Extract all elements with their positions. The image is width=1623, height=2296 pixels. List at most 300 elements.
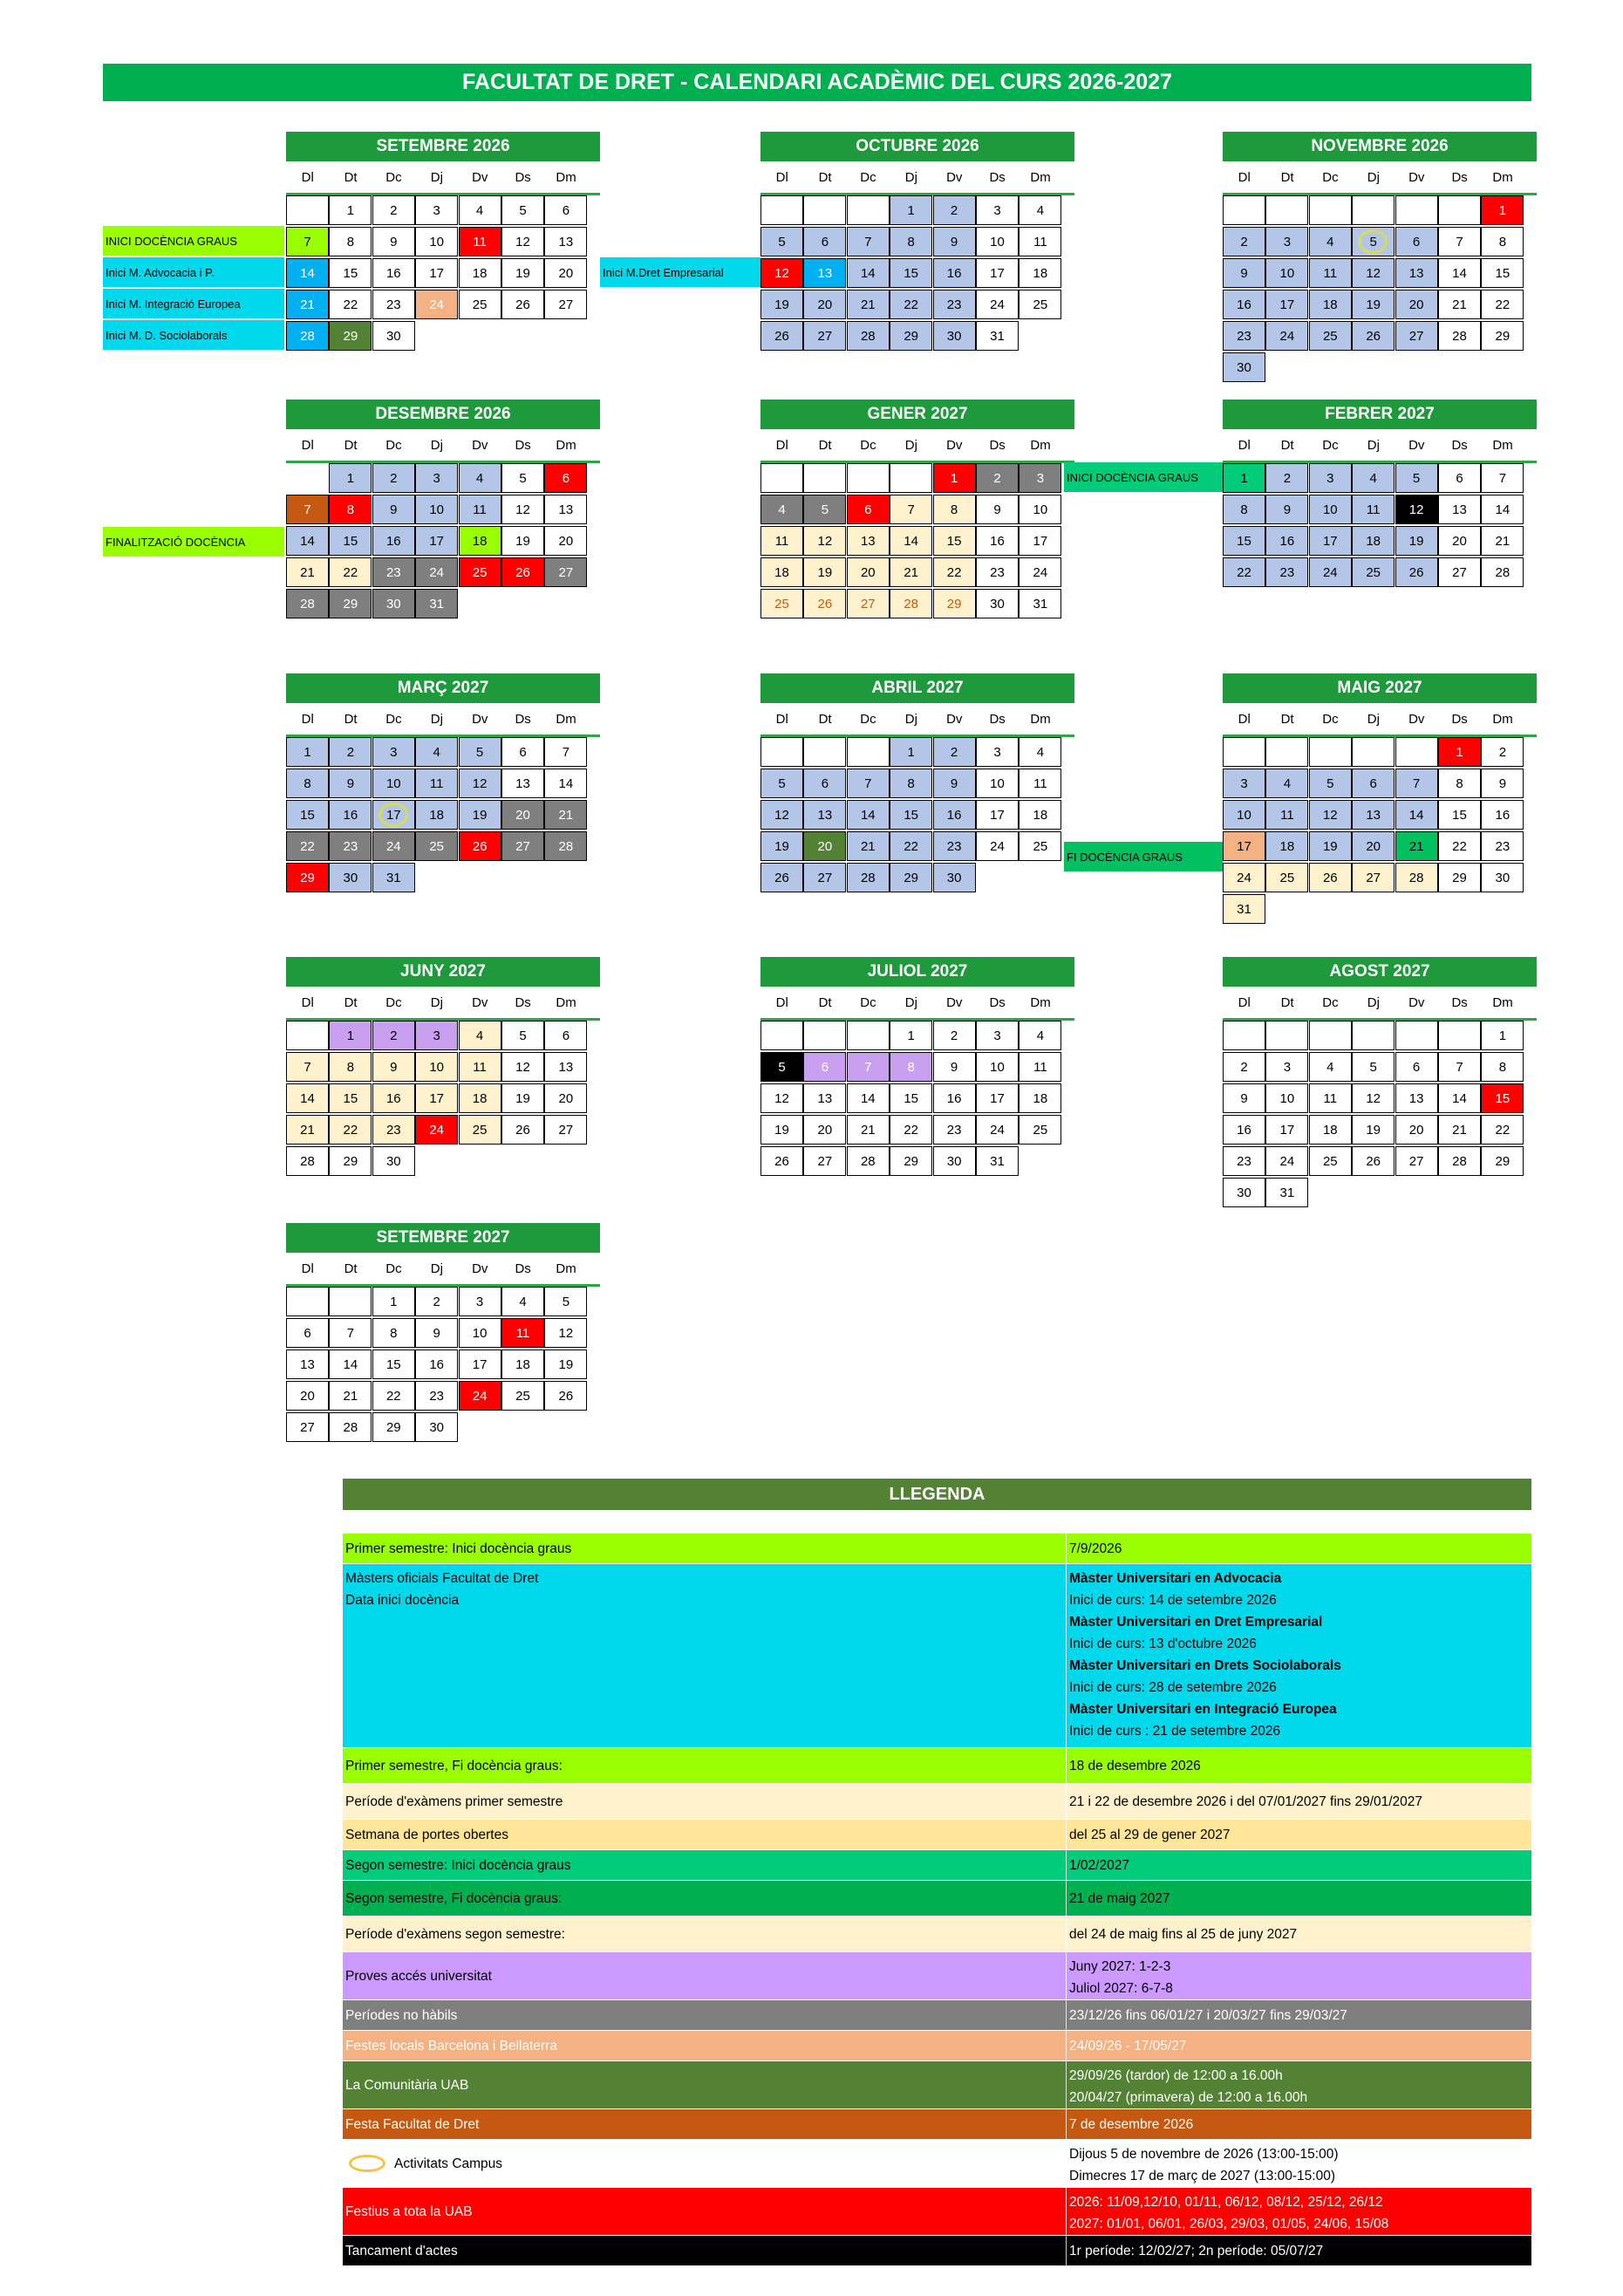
weekday-label: Dv	[946, 437, 963, 453]
day-cell: 7	[1438, 1052, 1481, 1082]
weekday-label: Dj	[904, 994, 917, 1010]
day-cell: 19	[1309, 831, 1352, 861]
day-cell: 17	[1265, 290, 1308, 319]
day-cell: 2	[933, 737, 976, 767]
weekday-label: Dt	[344, 169, 358, 185]
weekday-label: Ds	[515, 1261, 531, 1276]
day-cell: 29	[890, 321, 932, 351]
legend-value: Màster Universitari en Drets Sociolaborals	[1069, 1658, 1341, 1673]
day-cell: 15	[286, 800, 329, 830]
day-cell: 17	[372, 800, 415, 830]
day-cell: 13	[544, 227, 587, 256]
day-cell: 11	[1019, 769, 1061, 798]
day-cell: 1	[329, 463, 372, 493]
day-cell: 28	[1438, 1146, 1481, 1176]
side-label: Inici M.Dret Empresarial	[600, 257, 760, 287]
weekday-label: Dm	[1030, 994, 1051, 1010]
weekday-label: Dc	[1322, 437, 1339, 453]
day-cell: 19	[803, 557, 846, 587]
day-cell: 26	[1309, 863, 1352, 892]
day-cell: 19	[459, 800, 501, 830]
side-label: Inici M. Advocacia i P.	[103, 257, 284, 287]
activity-ring-icon	[349, 2155, 385, 2172]
day-cell: 9	[372, 1052, 415, 1082]
weekday-label: Ds	[989, 994, 1006, 1010]
legend-value: 1/02/2027	[1069, 1857, 1129, 1873]
legend-label: Període d'exàmens primer semestre	[345, 1794, 563, 1809]
day-cell: 11	[1352, 495, 1395, 524]
legend-label: Períodes no hàbils	[345, 2007, 458, 2023]
legend-label: Data inici docència	[345, 1593, 460, 1608]
empty-day-cell	[286, 1021, 329, 1050]
day-cell: 26	[760, 863, 803, 892]
day-cell: 5	[1352, 227, 1395, 256]
weekday-label: Dc	[385, 169, 402, 185]
day-cell: 4	[1019, 1021, 1061, 1050]
day-cell: 30	[372, 589, 415, 618]
month-1	[760, 132, 1074, 195]
day-cell: 25	[1265, 863, 1308, 892]
month-title: JULIOL 2027	[760, 957, 1074, 987]
weekday-label: Dl	[1238, 437, 1251, 453]
legend-value: Màster Universitari en Advocacia	[1069, 1571, 1282, 1586]
weekday-label: Dm	[1492, 437, 1513, 453]
legend-label: Primer semestre: Inici docència graus	[345, 1541, 572, 1556]
day-cell: 9	[1223, 258, 1265, 288]
day-cell: 12	[760, 1083, 803, 1113]
weekday-header	[760, 987, 1074, 1021]
empty-day-cell	[1265, 1021, 1308, 1050]
month-2	[1223, 132, 1537, 195]
day-cell: 17	[459, 1350, 501, 1379]
day-cell: 23	[415, 1381, 458, 1411]
day-cell: 6	[803, 769, 846, 798]
day-cell: 14	[1438, 258, 1481, 288]
day-cell: 28	[1481, 557, 1524, 587]
day-cell: 18	[1019, 800, 1061, 830]
day-cell: 5	[544, 1287, 587, 1316]
day-cell: 20	[544, 526, 587, 556]
day-cell: 23	[372, 1115, 415, 1145]
day-cell: 20	[847, 557, 890, 587]
day-cell: 30	[372, 321, 415, 351]
weekday-label: Dm	[1492, 711, 1513, 727]
day-cell: 30	[933, 321, 976, 351]
day-cell: 21	[286, 290, 329, 319]
day-cell: 25	[1019, 290, 1061, 319]
day-cell: 23	[1481, 831, 1524, 861]
weekday-header	[286, 987, 600, 1021]
day-cell: 16	[1265, 526, 1308, 556]
day-cell: 7	[847, 769, 890, 798]
weekday-label: Dl	[301, 711, 314, 727]
day-cell: 10	[459, 1318, 501, 1348]
day-cell: 19	[1395, 526, 1438, 556]
day-cell: 3	[372, 737, 415, 767]
legend-value: del 25 al 29 de gener 2027	[1069, 1827, 1231, 1842]
weekday-label: Dt	[1280, 994, 1294, 1010]
day-cell: 8	[286, 769, 329, 798]
day-cell: 21	[286, 557, 329, 587]
day-cell: 24	[976, 290, 1019, 319]
weekday-label: Dm	[1030, 711, 1051, 727]
legend-title: LLEGENDA	[343, 1479, 1531, 1510]
day-cell: 16	[933, 1083, 976, 1113]
day-cell: 17	[1309, 526, 1352, 556]
day-cell: 20	[1438, 526, 1481, 556]
day-cell: 20	[803, 831, 846, 861]
day-cell: 6	[286, 1318, 329, 1348]
weekday-label: Dv	[472, 437, 488, 453]
day-cell: 24	[1223, 863, 1265, 892]
empty-day-cell	[760, 1021, 803, 1050]
legend-value: 21 de maig 2027	[1069, 1890, 1170, 1906]
empty-day-cell	[1352, 1021, 1395, 1050]
day-cell: 4	[415, 737, 458, 767]
weekday-label: Dt	[1280, 711, 1294, 727]
day-cell: 1	[890, 195, 932, 225]
day-cell: 1	[890, 737, 932, 767]
day-cell: 20	[1352, 831, 1395, 861]
side-label: Inici M. Integració Europea	[103, 289, 284, 318]
day-cell: 10	[976, 1052, 1019, 1082]
legend-row	[343, 2109, 1531, 2139]
day-cell: 6	[803, 227, 846, 256]
day-cell: 27	[544, 557, 587, 587]
day-cell: 22	[933, 557, 976, 587]
weekday-label: Dc	[1322, 169, 1339, 185]
empty-day-cell	[1309, 737, 1352, 767]
legend-row	[343, 1534, 1531, 1563]
day-cell: 26	[1395, 557, 1438, 587]
day-cell: 7	[286, 227, 329, 256]
day-cell: 18	[1309, 1115, 1352, 1145]
weekday-label: Dl	[301, 437, 314, 453]
weekday-label: Dv	[472, 169, 488, 185]
day-cell: 9	[372, 227, 415, 256]
day-cell: 24	[976, 1115, 1019, 1145]
day-cell: 19	[501, 1083, 544, 1113]
day-cell: 25	[1019, 1115, 1061, 1145]
weekday-label: Dj	[1367, 711, 1380, 727]
day-cell: 28	[329, 1412, 372, 1442]
day-cell: 29	[933, 589, 976, 618]
day-cell: 11	[1309, 1083, 1352, 1113]
day-cell: 2	[1223, 227, 1265, 256]
day-cell: 4	[1309, 1052, 1352, 1082]
legend-row	[343, 1917, 1531, 1951]
day-cell: 6	[544, 1021, 587, 1050]
legend-label: La Comunitària UAB	[345, 2077, 469, 2093]
day-cell: 21	[544, 800, 587, 830]
day-cell: 8	[933, 495, 976, 524]
day-cell: 9	[1481, 769, 1524, 798]
day-cell: 9	[933, 1052, 976, 1082]
legend-value: 20/04/27 (primavera) de 12:00 a 16.00h	[1069, 2090, 1308, 2105]
day-cell: 29	[329, 1146, 372, 1176]
day-cell: 16	[372, 258, 415, 288]
day-cell: 27	[803, 321, 846, 351]
day-cell: 24	[1019, 557, 1061, 587]
day-cell: 15	[372, 1350, 415, 1379]
day-cell: 23	[933, 831, 976, 861]
weekday-header	[1223, 429, 1537, 463]
day-cell: 16	[415, 1350, 458, 1379]
day-cell: 22	[372, 1381, 415, 1411]
day-cell: 20	[544, 258, 587, 288]
legend-value: Juny 2027: 1-2-3	[1069, 1959, 1171, 1974]
day-cell: 1	[372, 1287, 415, 1316]
legend-label: Festes locals Barcelona i Bellaterra	[345, 2038, 557, 2053]
day-cell: 31	[976, 321, 1019, 351]
weekday-label: Dv	[946, 994, 963, 1010]
day-cell: 14	[544, 769, 587, 798]
day-cell: 3	[415, 463, 458, 493]
day-cell: 24	[415, 1115, 458, 1145]
day-cell: 18	[1019, 1083, 1061, 1113]
day-cell: 11	[459, 495, 501, 524]
weekday-label: Dc	[385, 437, 402, 453]
day-cell: 18	[1265, 831, 1308, 861]
empty-day-cell	[847, 737, 890, 767]
weekday-label: Dm	[1492, 994, 1513, 1010]
month-title: SETEMBRE 2026	[286, 132, 600, 161]
day-cell: 10	[976, 769, 1019, 798]
day-cell: 24	[1309, 557, 1352, 587]
legend-value: del 24 de maig fins al 25 de juny 2027	[1069, 1926, 1298, 1942]
weekday-header	[286, 429, 600, 463]
empty-day-cell	[760, 737, 803, 767]
day-cell: 12	[1352, 1083, 1395, 1113]
weekday-label: Dv	[472, 711, 488, 727]
weekday-label: Dv	[946, 711, 963, 727]
day-cell: 8	[329, 227, 372, 256]
month-title: NOVEMBRE 2026	[1223, 132, 1537, 161]
day-cell: 27	[286, 1412, 329, 1442]
day-cell: 26	[501, 290, 544, 319]
month-title: SETEMBRE 2027	[286, 1223, 600, 1253]
day-cell: 12	[544, 1318, 587, 1348]
legend-value: Inici de curs: 13 d'octubre 2026	[1069, 1637, 1257, 1651]
empty-day-cell	[1223, 1021, 1265, 1050]
month-title: ABRIL 2027	[760, 673, 1074, 703]
day-cell: 27	[847, 589, 890, 618]
day-cell: 15	[329, 1083, 372, 1113]
day-cell: 17	[976, 800, 1019, 830]
day-cell: 18	[1352, 526, 1395, 556]
day-cell: 5	[501, 1021, 544, 1050]
day-cell: 21	[1438, 290, 1481, 319]
day-cell: 23	[372, 557, 415, 587]
day-cell: 16	[933, 800, 976, 830]
day-cell: 30	[372, 1146, 415, 1176]
day-cell: 18	[459, 1083, 501, 1113]
day-cell: 11	[1019, 227, 1061, 256]
month-title: OCTUBRE 2026	[760, 132, 1074, 161]
weekday-label: Dt	[818, 437, 832, 453]
day-cell: 30	[976, 589, 1019, 618]
month-11	[1223, 957, 1537, 1021]
day-cell: 16	[1481, 800, 1524, 830]
day-cell: 14	[286, 258, 329, 288]
day-cell: 5	[501, 195, 544, 225]
day-cell: 28	[1395, 863, 1438, 892]
day-cell: 9	[933, 227, 976, 256]
weekday-label: Dj	[430, 169, 443, 185]
weekday-label: Ds	[515, 169, 531, 185]
empty-day-cell	[760, 463, 803, 493]
day-cell: 20	[803, 1115, 846, 1145]
day-cell: 5	[803, 495, 846, 524]
weekday-header	[286, 1253, 600, 1287]
empty-day-cell	[1223, 195, 1265, 225]
day-cell: 11	[459, 1052, 501, 1082]
day-cell: 9	[372, 495, 415, 524]
day-cell: 15	[890, 258, 932, 288]
day-cell: 24	[1265, 1146, 1308, 1176]
weekday-header	[760, 429, 1074, 463]
empty-day-cell	[286, 1287, 329, 1316]
weekday-label: Dv	[1408, 437, 1425, 453]
weekday-label: Dm	[1030, 437, 1051, 453]
day-cell: 3	[1309, 463, 1352, 493]
day-cell: 8	[329, 495, 372, 524]
day-cell: 19	[760, 1115, 803, 1145]
day-cell: 31	[1019, 589, 1061, 618]
day-cell: 17	[1223, 831, 1265, 861]
weekday-label: Ds	[989, 169, 1006, 185]
legend-row	[343, 1784, 1531, 1819]
day-cell: 2	[933, 195, 976, 225]
empty-day-cell	[1438, 1021, 1481, 1050]
day-cell: 13	[1438, 495, 1481, 524]
day-cell: 5	[760, 227, 803, 256]
legend-value: Inici de curs: 14 de setembre 2026	[1069, 1593, 1277, 1608]
day-cell: 10	[415, 1052, 458, 1082]
weekday-label: Dv	[946, 169, 963, 185]
day-cell: 17	[415, 258, 458, 288]
day-cell: 4	[1265, 769, 1308, 798]
day-cell: 11	[501, 1318, 544, 1348]
day-cell: 24	[415, 290, 458, 319]
day-cell: 12	[1309, 800, 1352, 830]
legend-row	[343, 1748, 1531, 1783]
day-cell: 6	[544, 463, 587, 493]
weekday-label: Ds	[515, 711, 531, 727]
day-cell: 3	[976, 737, 1019, 767]
day-cell: 4	[1309, 227, 1352, 256]
legend-value: 21 i 22 de desembre 2026 i del 07/01/2027 fins 29/01/2027	[1069, 1794, 1423, 1809]
day-cell: 1	[329, 195, 372, 225]
empty-day-cell	[1265, 195, 1308, 225]
legend-label: Festa Facultat de Dret	[345, 2116, 480, 2132]
month-8	[1223, 673, 1537, 737]
day-cell: 7	[1481, 463, 1524, 493]
day-cell: 15	[890, 800, 932, 830]
weekday-label: Dl	[1238, 994, 1251, 1010]
weekday-label: Dm	[556, 169, 576, 185]
day-cell: 5	[1352, 1052, 1395, 1082]
day-cell: 27	[1395, 1146, 1438, 1176]
activity-ring-icon	[378, 803, 408, 827]
day-cell: 10	[1265, 1083, 1308, 1113]
weekday-label: Dl	[775, 437, 788, 453]
weekday-label: Dj	[430, 437, 443, 453]
month-3	[286, 400, 600, 463]
legend-label: Màsters oficials Facultat de Dret	[345, 1571, 539, 1586]
day-cell: 5	[760, 1052, 803, 1082]
day-cell: 25	[1352, 557, 1395, 587]
day-cell: 16	[1223, 290, 1265, 319]
day-cell: 6	[1438, 463, 1481, 493]
day-cell: 14	[847, 800, 890, 830]
day-cell: 6	[847, 495, 890, 524]
day-cell: 23	[1223, 321, 1265, 351]
day-cell: 10	[372, 769, 415, 798]
day-cell: 26	[459, 831, 501, 861]
day-cell: 13	[501, 769, 544, 798]
day-cell: 23	[933, 290, 976, 319]
empty-day-cell	[1352, 737, 1395, 767]
day-cell: 16	[329, 800, 372, 830]
day-cell: 21	[847, 1115, 890, 1145]
month-title: GENER 2027	[760, 400, 1074, 429]
day-cell: 17	[1265, 1115, 1308, 1145]
month-title: AGOST 2027	[1223, 957, 1537, 987]
day-cell: 3	[976, 1021, 1019, 1050]
day-cell: 12	[1352, 258, 1395, 288]
day-cell: 6	[1395, 1052, 1438, 1082]
day-cell: 15	[329, 526, 372, 556]
weekday-label: Dt	[344, 711, 358, 727]
day-cell: 12	[459, 769, 501, 798]
day-cell: 17	[976, 1083, 1019, 1113]
day-cell: 27	[544, 290, 587, 319]
weekday-label: Dc	[385, 994, 402, 1010]
day-cell: 4	[1352, 463, 1395, 493]
empty-day-cell	[1352, 195, 1395, 225]
day-cell: 27	[1438, 557, 1481, 587]
day-cell: 21	[1438, 1115, 1481, 1145]
day-cell: 5	[501, 463, 544, 493]
day-cell: 22	[1481, 1115, 1524, 1145]
month-title: DESEMBRE 2026	[286, 400, 600, 429]
legend-value: 18 de desembre 2026	[1069, 1758, 1201, 1773]
legend-label: Primer semestre, Fi docència graus:	[345, 1758, 563, 1773]
day-cell: 22	[329, 557, 372, 587]
day-cell: 2	[933, 1021, 976, 1050]
page-title: FACULTAT DE DRET - CALENDARI ACADÈMIC DEL CURS 2026-2027	[103, 64, 1531, 101]
day-cell: 8	[372, 1318, 415, 1348]
day-cell: 24	[976, 831, 1019, 861]
day-cell: 13	[544, 1052, 587, 1082]
empty-day-cell	[329, 1287, 372, 1316]
day-cell: 31	[976, 1146, 1019, 1176]
day-cell: 8	[1438, 769, 1481, 798]
day-cell: 22	[890, 290, 932, 319]
empty-day-cell	[1395, 195, 1438, 225]
day-cell: 17	[415, 1083, 458, 1113]
day-cell: 8	[890, 227, 932, 256]
day-cell: 30	[933, 863, 976, 892]
weekday-label: Dt	[818, 169, 832, 185]
day-cell: 15	[890, 1083, 932, 1113]
legend-value: Dimecres 17 de març de 2027 (13:00-15:00)	[1069, 2169, 1335, 2183]
day-cell: 13	[803, 800, 846, 830]
empty-day-cell	[803, 463, 846, 493]
day-cell: 20	[544, 1083, 587, 1113]
day-cell: 23	[1265, 557, 1308, 587]
